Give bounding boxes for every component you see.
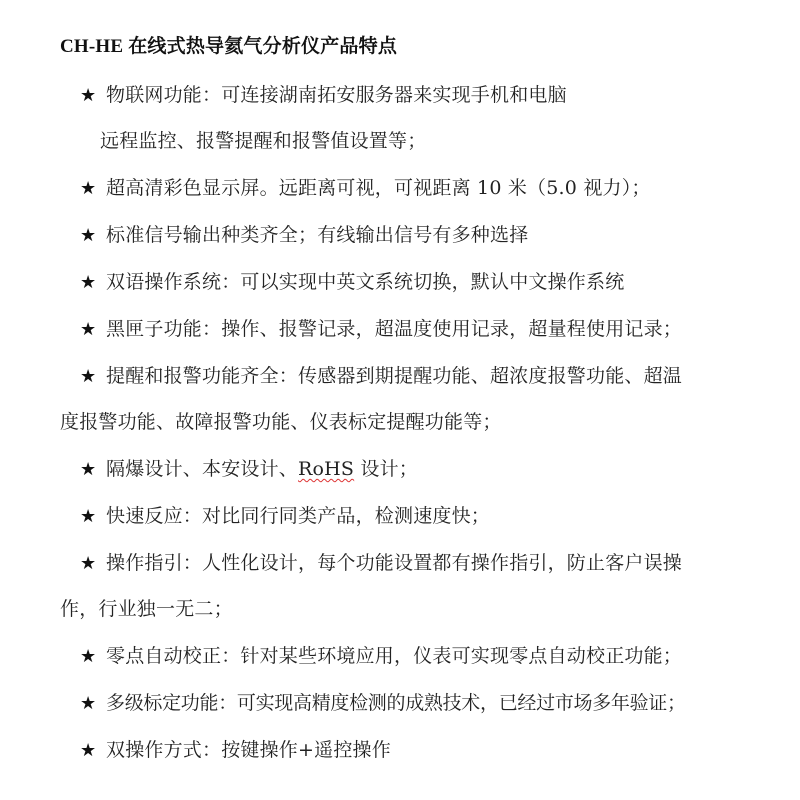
star-bullet-icon: ★	[80, 553, 97, 574]
feature-text: 快速反应：对比同行同类产品，检测速度快；	[106, 505, 491, 527]
star-bullet-icon: ★	[80, 459, 97, 480]
feature-text: 操作指引：人性化设计，每个功能设置都有操作指引，防止客户误操	[106, 552, 683, 574]
feature-text: 物联网功能：可连接湖南拓安服务器来实现手机和电脑	[106, 84, 567, 106]
feature-text: 零点自动校正：针对某些环境应用，仪表可实现零点自动校正功能；	[106, 645, 683, 667]
feature-blackbox	[80, 317, 682, 342]
star-bullet-icon: ★	[80, 366, 97, 387]
feature-iot	[80, 83, 567, 108]
feature-calibration	[80, 691, 686, 716]
feature-iot-continued: 远程监控、报警提醒和报警值设置等；	[100, 130, 427, 152]
feature-auto-zero	[80, 644, 682, 669]
feature-display	[80, 176, 651, 201]
feature-text: 设计；	[354, 458, 418, 480]
feature-text: 超高清彩色显示屏。远距离可视，可视距离 10 米（5.0 视力）；	[106, 177, 651, 199]
feature-text: 标准信号输出种类齐全；有线输出信号有多种选择	[106, 224, 529, 246]
feature-text: 隔爆设计、本安设计、	[106, 458, 299, 480]
star-bullet-icon: ★	[80, 319, 97, 340]
feature-text: 双操作方式：按键操作+遥控操作	[106, 739, 391, 761]
feature-text: 多级标定功能：可实现高精度检测的成熟技术，已经过市场多年验证；	[106, 692, 686, 714]
feature-dual-operation	[80, 738, 391, 763]
feature-alarm	[80, 364, 682, 389]
document-title: CH-HE 在线式热导氦气分析仪产品特点	[60, 36, 398, 57]
star-bullet-icon: ★	[80, 178, 97, 199]
feature-text: 提醒和报警功能齐全：传感器到期提醒功能、超浓度报警功能、超温	[106, 365, 683, 387]
star-bullet-icon: ★	[80, 272, 97, 293]
feature-fast-response	[80, 504, 490, 529]
feature-guide	[80, 551, 682, 576]
feature-text: 双语操作系统：可以实现中英文系统切换，默认中文操作系统	[106, 271, 625, 293]
star-bullet-icon: ★	[80, 225, 97, 246]
feature-guide-continued: 作，行业独一无二；	[60, 598, 233, 620]
feature-explosion-proof	[80, 457, 418, 482]
feature-alarm-continued: 度报警功能、故障报警功能、仪表标定提醒功能等；	[60, 411, 502, 433]
rohs-spellcheck-text: RoHS	[298, 458, 355, 480]
star-bullet-icon: ★	[80, 646, 97, 667]
star-bullet-icon: ★	[80, 693, 97, 714]
feature-text: 黑匣子功能：操作、报警记录，超温度使用记录，超量程使用记录；	[106, 318, 683, 340]
star-bullet-icon: ★	[80, 85, 97, 106]
feature-signal	[80, 223, 528, 248]
feature-bilingual	[80, 270, 624, 295]
star-bullet-icon: ★	[80, 506, 97, 527]
star-bullet-icon: ★	[80, 740, 97, 761]
